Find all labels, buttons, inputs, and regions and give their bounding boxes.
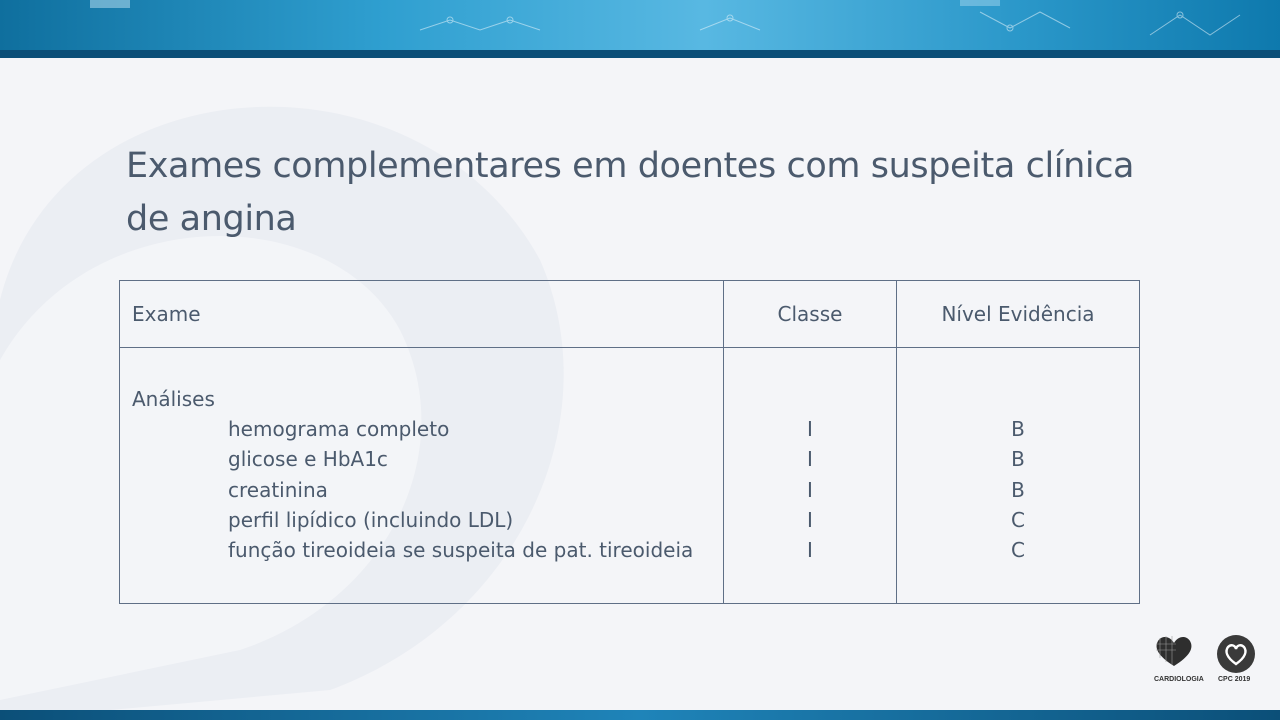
cpc-heart-logo-icon	[1216, 634, 1256, 674]
header-class: Classe	[724, 281, 897, 348]
exam-item: perfil lipídico (incluindo LDL)	[228, 507, 514, 532]
level-value: B	[1011, 447, 1025, 472]
group-label: Análises	[132, 387, 215, 411]
exam-item: hemograma completo	[228, 417, 450, 442]
level-value: B	[1011, 477, 1025, 502]
class-value: I	[807, 417, 813, 442]
exam-item: glicose e HbA1c	[228, 447, 388, 472]
level-column-cell	[897, 348, 1140, 604]
class-value: I	[807, 507, 813, 532]
exam-item: creatinina	[228, 477, 328, 502]
heart-grid-logo-icon	[1154, 634, 1194, 668]
table-body-row	[120, 348, 1140, 604]
level-value: B	[1011, 417, 1025, 442]
header-exam: Exame	[120, 281, 724, 348]
event-label: CPC 2019	[1218, 676, 1251, 683]
level-value: C	[1011, 538, 1025, 562]
exam-column-cell	[120, 348, 724, 604]
bottom-strip	[0, 710, 1280, 720]
class-value: I	[807, 447, 813, 472]
slide-title: Exames complementares em doentes com suspeita clínica de angina	[126, 146, 1135, 239]
class-value: I	[807, 477, 813, 502]
table-header-row	[120, 281, 1140, 348]
class-column-cell	[724, 348, 897, 604]
level-value: C	[1011, 507, 1025, 532]
header-level: Nível Evidência	[897, 281, 1140, 348]
society-name: CARDIOLOGIA	[1154, 676, 1204, 683]
exam-table	[119, 280, 1140, 604]
exam-item: função tireoideia se suspeita de pat. tireoideia	[228, 538, 694, 563]
class-value: I	[807, 538, 813, 562]
footer-logos	[1150, 632, 1260, 696]
